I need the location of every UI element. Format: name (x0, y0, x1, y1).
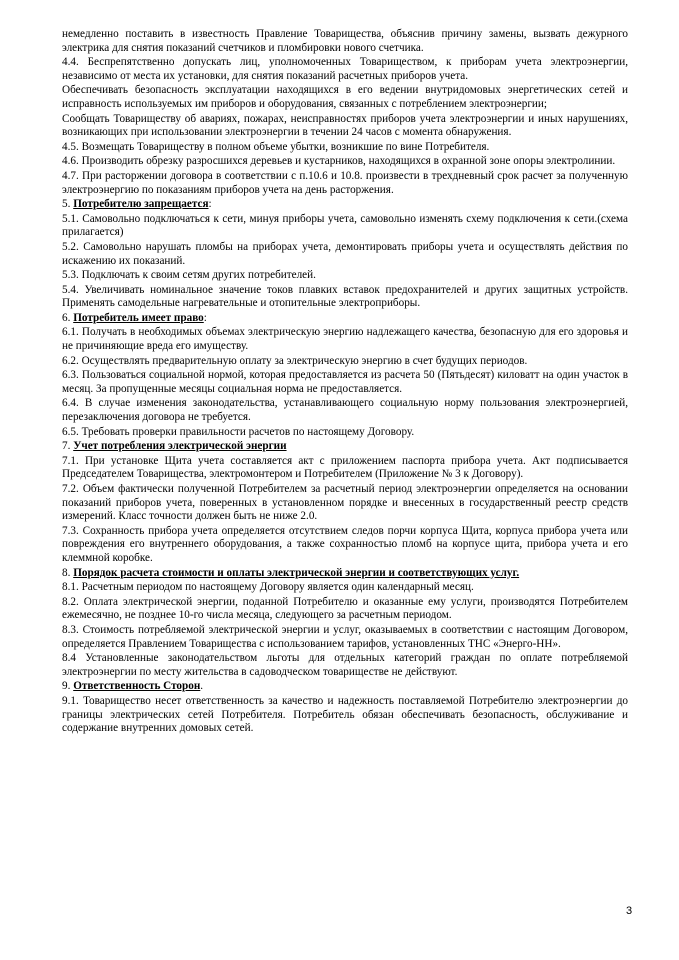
section-number: 9. (62, 680, 74, 693)
page-number: 3 (626, 905, 633, 917)
paragraph: 5.4. Увеличивать номинальное значение токов плавких вставок предохранителей и других защитных устройств. Применять самодельные нагревательные и отопительные электроприборы. (62, 283, 628, 310)
paragraph: 9.1. Товарищество несет ответственность за качество и надежность поставляемой Потребителю электроэнергии до границы электрических сетей Потребителя. Потребитель обязан обеспечивать безопасность, обслуживание и содержание внутренних домовых сетей. (62, 694, 628, 735)
section-number: 8. (62, 566, 74, 579)
section-number: 6. (62, 311, 74, 324)
paragraph: 6.3. Пользоваться социальной нормой, которая предоставляется из расчета 50 (Пятьдесят) киловатт на один участок в месяц. За пропущенные месяцы социальная норма не предоставляется. (62, 369, 628, 395)
paragraph: 7.1. При установке Щита учета составляется акт с приложением паспорта прибора учета. Акт подписывается Председателем Товарищества, электромонтером и Потребителем (Приложение № 3 к Договору). (62, 454, 628, 481)
paragraph: 5.1. Самовольно подключаться к сети, минуя приборы учета, самовольно изменять схему подключения к сети.(схема прилагается) (62, 212, 628, 239)
paragraph: 6.1. Получать в необходимых объемах электрическую энергию надлежащего качества, безопасную для его здоровья и не причиняющие вреда его имуществу. (62, 326, 628, 353)
paragraph: Сообщать Товариществу об авариях, пожарах, неисправностях приборов учета электроэнергии и иных нарушениях, возникающих при использовании электроэнергии в течении 24 часов с момента обнаружения. (62, 112, 628, 139)
paragraph: 6.4. В случае изменения законодательства, устанавливающего социальную норму пользования электроэнергией, перезаключения договора не требуется. (62, 397, 628, 424)
paragraph: 6.2. Осуществлять предварительную оплату за электрическую энергию в счет будущих периодов. (62, 354, 528, 367)
paragraph: 7.3. Сохранность прибора учета определяется отсутствием следов порчи корпуса Щита, корпуса прибора учета или повреждения его внутреннего оборудования, а также сохранностью пломб на корпусе щита, прибора учета и его клеммной коробке. (62, 524, 628, 564)
paragraph: 4.7. При расторжении договора в соответствии с п.10.6 и 10.8. произвести в трехдневный срок расчет за полученную электроэнергию по показаниям приборов учета на день расторжения. (62, 169, 628, 196)
section-title-punctuation: . (200, 680, 204, 693)
paragraph: 5.2. Самовольно нарушать пломбы на приборах учета, демонтировать приборы учета и осуществлять действия по искажению их показаний. (62, 240, 628, 267)
section-number: 5. (62, 198, 74, 211)
section-title: Учет потребления электрической энергии (73, 440, 287, 453)
section-title: Потребителю запрещается (73, 198, 209, 211)
paragraph: 5.3. Подключать к своим сетям других потребителей. (62, 269, 316, 282)
paragraph: 8.3. Стоимость потребляемой электрической энергии и услуг, оказываемых в соответствии с настоящим Договором, определяется Правлением Товарищества с использованием тарифов, установленных ТНС «Энерго-НН». (62, 623, 628, 650)
paragraph: 4.5. Возмещать Товариществу в полном объеме убытки, возникшие по вине Потребителя. (62, 140, 490, 153)
section-heading (62, 440, 628, 454)
paragraph: 8.1. Расчетным периодом по настоящему Договору является один календарный месяц. (62, 581, 474, 594)
section-title-punctuation: : (203, 311, 207, 324)
section-heading (62, 567, 628, 581)
section-title: Потребитель имеет право (73, 311, 204, 324)
paragraph: 8.4 Установленные законодательством льготы для отдельных категорий граждан по оплате потребляемой электроэнергии по месту жительства в садоводческом товариществе не действуют. (62, 652, 628, 678)
section-heading (62, 312, 628, 326)
paragraph: Обеспечивать безопасность эксплуатации находящихся в его ведении внутридомовых энергетических сетей и исправность используемых им приборов и оборудования, связанных с потреблением электроэнергии; (62, 84, 628, 110)
section-title: Ответственность Сторон (73, 680, 201, 693)
paragraph: 6.5. Требовать проверки правильности расчетов по настоящему Договору. (62, 425, 415, 438)
section-number: 7. (62, 440, 74, 453)
section-heading (62, 198, 628, 212)
section-heading (62, 680, 628, 694)
document-page (62, 28, 628, 736)
section-title-punctuation: : (208, 198, 212, 211)
paragraph: 7.2. Объем фактически полученной Потребителем за расчетный период электроэнергии определяется на основании показаний приборов учета, поверенных в установленном порядке и внесенных в государственный реестр средств измерений. Класс точности должен быть не ниже 2.0. (62, 483, 628, 523)
paragraph: 4.6. Производить обрезку разросшихся деревьев и кустарников, находящихся в охранной зоне опоры электролинии. (62, 155, 616, 168)
paragraph: 8.2. Оплата электрической энергии, поданной Потребителю и оказанные ему услуги, производятся Потребителем ежемесячно, не позднее 10-го числа месяца, следующего за расчетным периодом. (62, 595, 628, 622)
section-title: Порядок расчета стоимости и оплаты электрической энергии и соответствующих услуг. (73, 566, 520, 579)
paragraph: 4.4. Беспрепятственно допускать лиц, уполномоченных Товариществом, к приборам учета электроэнергии, независимо от места их установки, для снятия показаний расчетных приборов учета. (62, 56, 628, 82)
paragraph: немедленно поставить в известность Правление Товарищества, объяснив причину замены, вызвать дежурного электрика для снятия показаний счетчиков и пломбировки нового счетчика. (62, 28, 628, 54)
